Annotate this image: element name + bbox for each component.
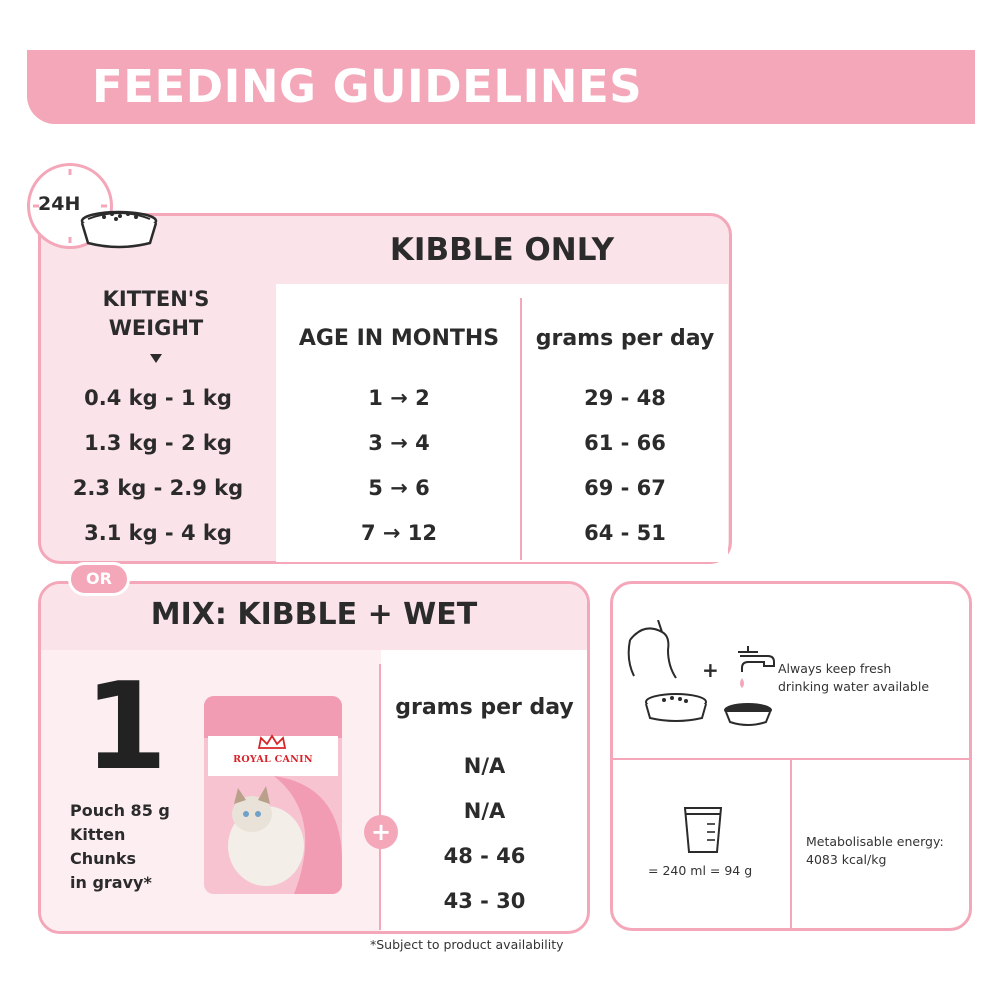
info-divider-v <box>790 760 792 928</box>
pouch-line: in gravy* <box>70 873 152 892</box>
weight-cell: 1.3 kg - 2 kg <box>84 431 232 455</box>
weight-cell: 3.1 kg - 4 kg <box>84 521 232 545</box>
weight-cell: 0.4 kg - 1 kg <box>84 386 232 410</box>
footnote: *Subject to product availability <box>370 937 564 952</box>
page-title: FEEDING GUIDELINES <box>92 60 643 113</box>
down-arrow-icon <box>150 354 162 363</box>
pouch-line: Chunks <box>70 849 137 868</box>
kibble-only-title: KIBBLE ONLY <box>389 232 615 268</box>
measuring-cup-icon <box>681 804 725 856</box>
mix-grams-cell: N/A <box>463 754 506 778</box>
mix-grams-cell: 43 - 30 <box>443 889 526 913</box>
grams-cell: 61 - 66 <box>584 431 666 455</box>
energy-note <box>806 833 944 869</box>
weight-cell: 2.3 kg - 2.9 kg <box>72 476 244 500</box>
grams-cell: 64 - 51 <box>584 521 666 545</box>
age-cell: 7 → 12 <box>360 521 438 545</box>
mix-grams-cell: 48 - 46 <box>443 844 526 868</box>
food-bowl-icon <box>74 205 164 253</box>
water-note <box>778 660 929 696</box>
cup-note: = 240 ml = 94 g <box>648 863 753 878</box>
age-cell: 3 → 4 <box>368 431 430 455</box>
age-cell: 1 → 2 <box>368 386 430 410</box>
water-note-line-1: Always keep fresh <box>778 661 892 676</box>
water-tap-icon <box>718 642 778 727</box>
pouch-count: 1 <box>84 658 168 797</box>
grams-cell: 69 - 67 <box>584 476 666 500</box>
pouch-line: Kitten <box>70 825 126 844</box>
mix-grams-cell: N/A <box>463 799 506 823</box>
product-pouch-image <box>204 696 342 894</box>
weight-header-line-1: KITTEN'S <box>102 287 210 311</box>
weight-header-line-2: WEIGHT <box>108 316 204 340</box>
age-cell: 5 → 6 <box>368 476 430 500</box>
age-header: AGE IN MONTHS <box>298 326 500 351</box>
mix-grams-header: grams per day <box>395 695 574 720</box>
mix-title: MIX: KIBBLE + WET <box>150 597 478 632</box>
grams-cell: 29 - 48 <box>584 386 666 410</box>
energy-note-line-2: 4083 kcal/kg <box>806 852 887 868</box>
brand-logo: ROYAL CANIN <box>233 754 313 765</box>
plus-icon: + <box>364 815 398 849</box>
or-badge: OR <box>68 562 130 596</box>
grams-header: grams per day <box>535 326 715 351</box>
water-note-line-2: drinking water available <box>778 679 930 695</box>
info-plus: + <box>702 658 719 682</box>
mix-divider <box>379 664 381 930</box>
clock-label: 24H <box>38 193 81 215</box>
crown-icon <box>257 734 287 750</box>
pouch-line: Pouch 85 g <box>70 801 170 820</box>
energy-note-line-1: Metabolisable energy: <box>806 834 944 849</box>
weight-header <box>78 285 234 343</box>
